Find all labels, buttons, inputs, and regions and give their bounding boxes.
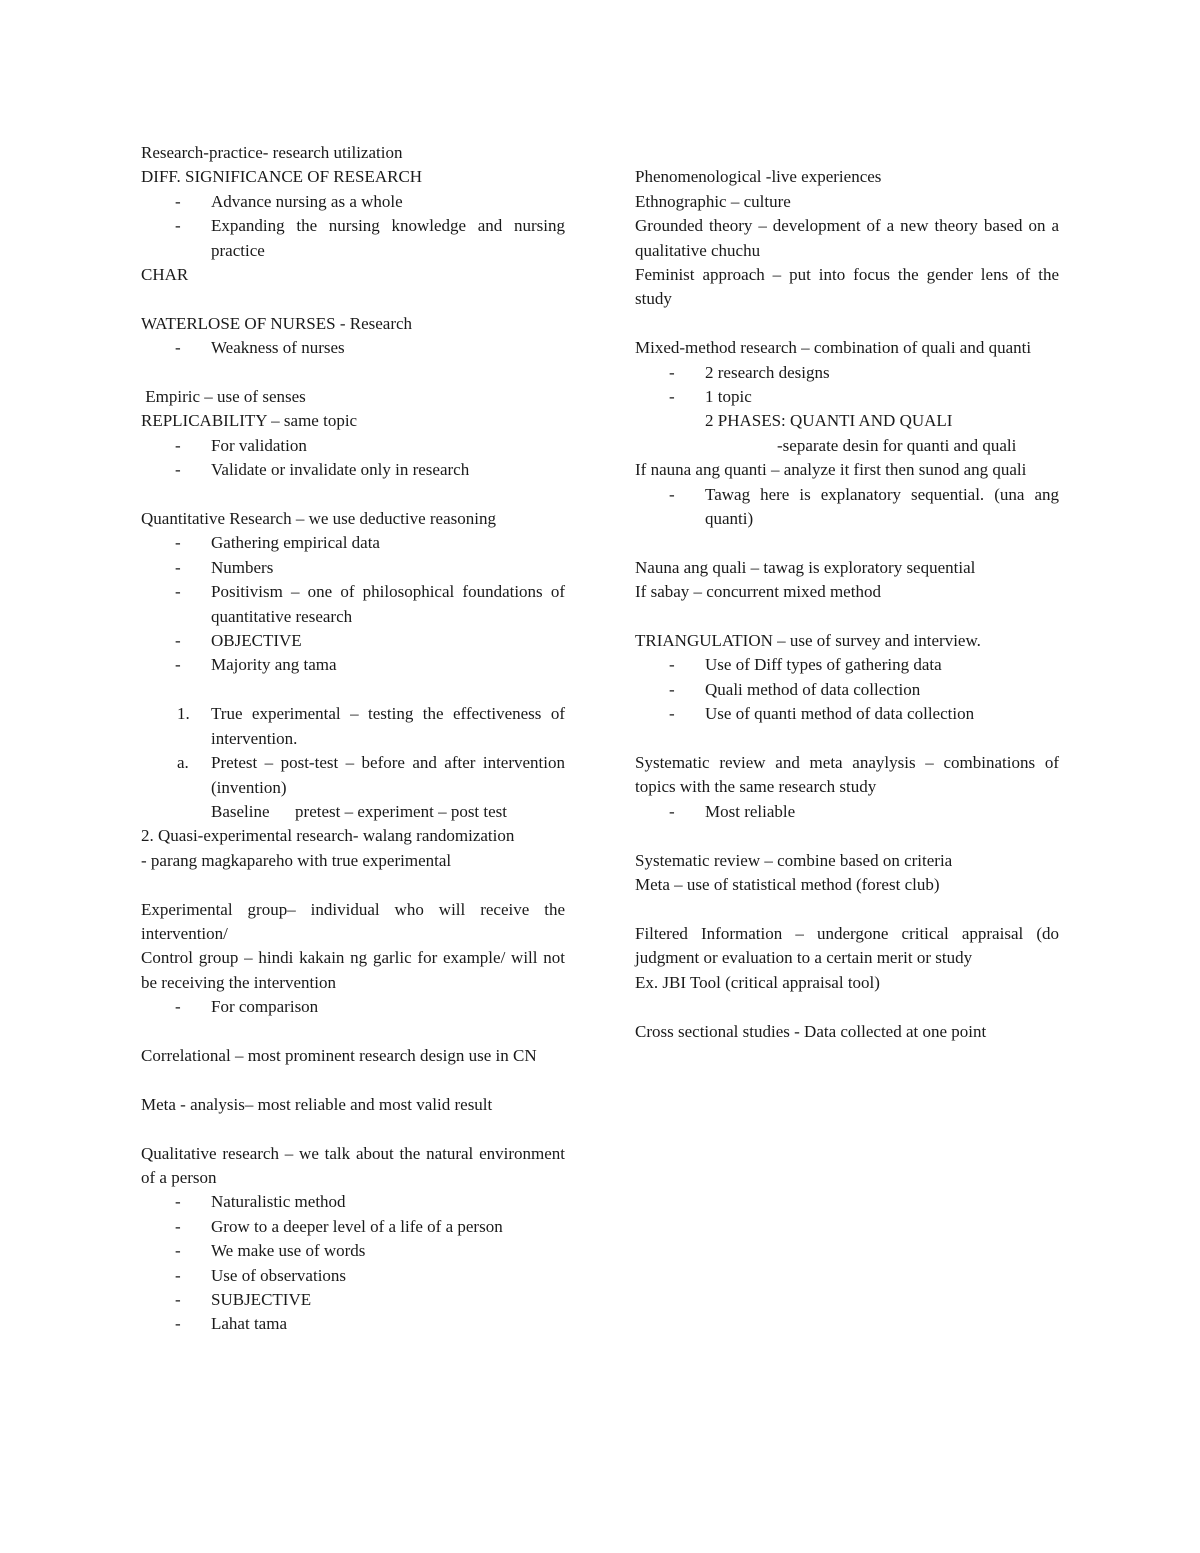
filtered-information-line: Filtered Information – undergone critical appraisal (do judgment or evaluation to a certain merit or study bbox=[635, 923, 1059, 968]
research-practice-line: Research-practice- research utilization bbox=[141, 143, 403, 162]
list-item: - 2 research designs bbox=[669, 362, 830, 382]
empiric-line: Empiric – use of senses bbox=[141, 387, 306, 407]
baseline-line: Baseline pretest – experiment – post test bbox=[211, 801, 508, 821]
right-column bbox=[635, 141, 1059, 1044]
if-sabay-line: If sabay – concurrent mixed method bbox=[635, 582, 881, 602]
left-column bbox=[141, 141, 565, 1337]
phases-line: 2 PHASES: QUANTI AND QUALI bbox=[705, 411, 953, 431]
list-item: - Tawag here is explanatory sequential. (una ang quanti) bbox=[669, 484, 1059, 529]
control-group-line: Control group – hindi kakain ng garlic for example/ will not be receiving the intervention bbox=[141, 948, 565, 992]
list-item: - Positivism – one of philosophical foundations of quantitative research bbox=[175, 582, 565, 626]
list-item: - 1 topic bbox=[669, 387, 752, 407]
cross-sectional-line: Cross sectional studies - Data collected at one point bbox=[635, 1021, 987, 1041]
list-item: - Most reliable bbox=[669, 801, 796, 821]
meta-statistical-line: Meta – use of statistical method (forest club) bbox=[635, 875, 940, 895]
list-item: - Use of observations bbox=[175, 1265, 347, 1285]
meta-analysis-line: Meta - analysis– most reliable and most valid result bbox=[141, 1094, 493, 1114]
list-item: - Majority ang tama bbox=[175, 655, 337, 675]
pretest-item: a. Pretest – post-test – before and after intervention (invention) bbox=[177, 753, 565, 797]
waterlose-heading: WATERLOSE OF NURSES - Research bbox=[141, 313, 413, 333]
jbi-tool-line: Ex. JBI Tool (critical appraisal tool) bbox=[635, 972, 880, 992]
triangulation-line: TRIANGULATION – use of survey and interview. bbox=[635, 631, 981, 651]
list-item: - Validate or invalidate only in research bbox=[175, 460, 470, 480]
true-experimental-item: 1. True experimental – testing the effectiveness of intervention. bbox=[177, 704, 565, 748]
list-item: - For validation bbox=[175, 435, 307, 455]
if-nauna-line: If nauna ang quanti – analyze it first then sunod ang quali bbox=[635, 460, 1027, 480]
list-item: - Expanding the nursing knowledge and nursing practice bbox=[175, 216, 565, 260]
list-item: - For comparison bbox=[175, 997, 319, 1017]
ethnographic-line: Ethnographic – culture bbox=[635, 191, 791, 211]
separate-design-line: -separate desin for quanti and quali bbox=[777, 435, 1017, 455]
list-item: - SUBJECTIVE bbox=[175, 1289, 312, 1309]
correlational-line: Correlational – most prominent research design use in CN bbox=[141, 1045, 537, 1065]
parang-line: - parang magkapareho with true experimental bbox=[141, 850, 452, 870]
list-item: - Use of quanti method of data collection bbox=[669, 704, 975, 724]
phenomenological-line: Phenomenological -live experiences bbox=[635, 167, 882, 187]
significance-heading: DIFF. SIGNIFICANCE OF RESEARCH bbox=[141, 167, 423, 187]
replicability-line: REPLICABILITY – same topic bbox=[141, 411, 358, 431]
mixed-method-line: Mixed-method research – combination of quali and quanti bbox=[635, 338, 1032, 358]
list-item: - Quali method of data collection bbox=[669, 679, 921, 699]
list-item: - Gathering empirical data bbox=[175, 533, 380, 553]
char-heading: CHAR bbox=[141, 265, 189, 285]
list-item: - Weakness of nurses bbox=[175, 338, 345, 358]
list-item: - Naturalistic method bbox=[175, 1192, 346, 1212]
list-item: - We make use of words bbox=[175, 1241, 366, 1261]
list-item: - Grow to a deeper level of a life of a person bbox=[175, 1216, 503, 1236]
list-item: - Use of Diff types of gathering data bbox=[669, 655, 942, 675]
nauna-quali-line: Nauna ang quali – tawag is exploratory sequential bbox=[635, 557, 976, 577]
list-item: - Advance nursing as a whole bbox=[175, 191, 403, 211]
experimental-group-line: Experimental group– individual who will receive the intervention/ bbox=[141, 899, 565, 943]
quasi-experimental-line: 2. Quasi-experimental research- walang randomization bbox=[141, 826, 515, 846]
quantitative-heading: Quantitative Research – we use deductive reasoning bbox=[141, 509, 496, 529]
list-item: - Lahat tama bbox=[175, 1314, 287, 1334]
systematic-review-line: Systematic review – combine based on criteria bbox=[635, 850, 953, 870]
qualitative-heading: Qualitative research – we talk about the natural environment of a person bbox=[141, 1143, 565, 1187]
systematic-meta-line: Systematic review and meta anaylysis – combinations of topics with the same research study bbox=[635, 753, 1059, 797]
list-item: - OBJECTIVE bbox=[175, 631, 302, 651]
feminist-line: Feminist approach – put into focus the gender lens of the study bbox=[635, 265, 1059, 309]
list-item: - Numbers bbox=[175, 557, 274, 577]
grounded-theory-line: Grounded theory – development of a new theory based on a qualitative chuchu bbox=[635, 216, 1059, 260]
